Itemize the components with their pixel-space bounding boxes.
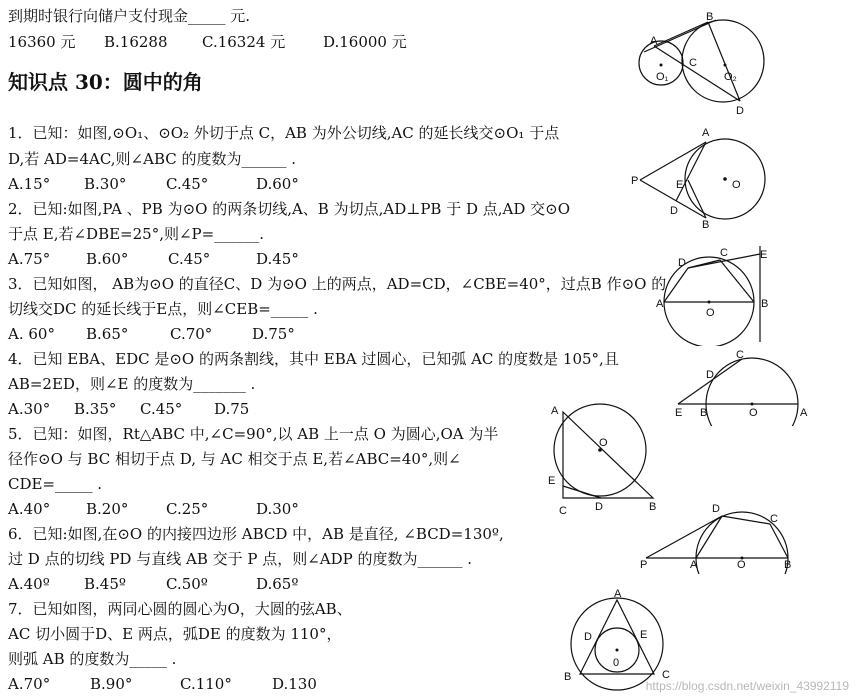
option: D.65º xyxy=(256,575,299,593)
option: C.45° xyxy=(168,250,211,268)
option: C.45° xyxy=(140,400,183,418)
label-B: B xyxy=(649,501,657,513)
figure-inscribed-quadrilateral xyxy=(636,498,798,574)
question-6-line-2: 过 D 点的切线 PD 与直线 AB 交于 P 点，则∠ADP 的度数为______ . xyxy=(8,550,473,568)
label-O: O xyxy=(737,559,746,571)
label-C: C xyxy=(720,247,728,259)
option: B.16288 xyxy=(104,33,168,51)
option: A. 60° xyxy=(8,325,55,343)
section-heading: 知识点 30：圆中的角 xyxy=(8,70,203,94)
label-D: D xyxy=(670,205,678,217)
option: B.35° xyxy=(74,400,117,418)
question-4-line-2: AB=2ED，则∠E 的度数为_______ . xyxy=(8,375,256,393)
label-B: B xyxy=(784,559,792,571)
question-1-line-2: D,若 AD=4AC,则∠ABC 的度数为______ . xyxy=(8,150,297,168)
option: B.60° xyxy=(86,250,129,268)
figure-concentric-circles xyxy=(560,586,680,692)
label-D: D xyxy=(712,503,720,515)
option: A.75° xyxy=(8,250,51,268)
question-5-line-3: CDE=_____ . xyxy=(8,475,103,493)
option: A.70° xyxy=(8,675,51,693)
question-4-line-1: 4．已知 EBA、EDC 是⊙O 的两条割线，其中 EBA 过圆心，已知弧 AC 的度数是 105°,且 xyxy=(8,350,619,368)
label-C: C xyxy=(662,669,670,681)
label-A: A xyxy=(800,407,808,419)
label-O: O xyxy=(599,437,608,449)
label-O2: O₂ xyxy=(724,71,737,83)
question-7-line-3: 则弧 AB 的度数为_____ . xyxy=(8,650,177,668)
label-A: A xyxy=(702,127,710,139)
option: C.45° xyxy=(166,175,209,193)
label-C: C xyxy=(559,505,567,517)
label-D: D xyxy=(584,631,592,643)
option: D.75° xyxy=(252,325,295,343)
question-3-line-1: 3．已知如图， AB为⊙O 的直径C、D 为⊙O 上的两点，AD=CD，∠CBE=40°，过点B 作⊙O 的 xyxy=(8,275,667,293)
option: C.110° xyxy=(180,675,232,693)
question-6-line-1: 6．已知:如图,在⊙O 的内接四边形 ABCD 中，AB 是直径, ∠BCD=130º, xyxy=(8,525,504,543)
question-1-line-1: 1．已知：如图,⊙O₁、⊙O₂ 外切于点 C，AB 为外公切线,AC 的延长线交⊙O₁ 于点 xyxy=(8,124,560,142)
label-B: B xyxy=(706,11,714,23)
label-E: E xyxy=(640,629,648,641)
label-O: O xyxy=(749,407,758,419)
option: A.40° xyxy=(8,500,51,518)
question-5-line-1: 5．已知：如图，Rt△ABC 中,∠C=90°,以 AB 上一点 O 为圆心,OA 为半 xyxy=(8,425,499,443)
label-A: A xyxy=(614,588,622,600)
label-D: D xyxy=(706,369,714,381)
label-O: 0 xyxy=(613,657,620,669)
label-O: O xyxy=(732,179,741,191)
figure-diameter-tangent xyxy=(654,242,774,346)
option: B.90° xyxy=(90,675,133,693)
figure-two-tangents xyxy=(628,124,773,232)
option: D.130 xyxy=(272,675,317,693)
option: C.70° xyxy=(170,325,213,343)
label-A: A xyxy=(690,559,698,571)
label-A: A xyxy=(650,35,658,47)
label-E: E xyxy=(760,249,768,261)
option: D.45° xyxy=(256,250,299,268)
label-D: D xyxy=(595,501,603,513)
label-P: P xyxy=(640,559,648,571)
option: D.30° xyxy=(256,500,299,518)
option: D.60° xyxy=(256,175,299,193)
label-O1: O₁ xyxy=(656,71,669,83)
label-B: B xyxy=(761,298,769,310)
label-B: B xyxy=(564,671,572,683)
option: B.30° xyxy=(84,175,127,193)
option: D.75 xyxy=(214,400,250,418)
option: A.15° xyxy=(8,175,51,193)
option: D.16000 元 xyxy=(323,33,407,51)
figure-tangent-circles xyxy=(638,8,770,118)
label-C: C xyxy=(736,349,744,361)
label-P: P xyxy=(631,175,639,187)
question-2-line-1: 2．已知:如图,PA 、PB 为⊙O 的两条切线,A、B 为切点,AD⊥PB 于 D 点,AD 交⊙O xyxy=(8,200,571,218)
label-B: B xyxy=(700,407,708,419)
label-C: C xyxy=(770,513,778,525)
option: A.30° xyxy=(8,400,51,418)
label-E: E xyxy=(676,179,684,191)
option: C.25° xyxy=(166,500,209,518)
label-B: B xyxy=(702,219,710,231)
question-5-line-2: 径作⊙O 与 BC 相切于点 D, 与 AC 相交于点 E,若∠ABC=40°,则∠ xyxy=(8,450,461,468)
intro-line: 到期时银行向储户支付现金_____ 元. xyxy=(8,7,251,25)
option: 16360 元 xyxy=(8,33,76,51)
question-7-line-2: AC 切小圆于D、E 两点，弧DE 的度数为 110°， xyxy=(8,625,342,643)
watermark: https://blog.csdn.net/weixin_43992119 xyxy=(645,679,849,693)
label-E: E xyxy=(548,475,556,487)
figure-two-secants xyxy=(672,346,812,426)
label-A: A xyxy=(551,405,559,417)
label-E: E xyxy=(675,407,683,419)
option: C.16324 元 xyxy=(202,33,286,51)
option: B.65° xyxy=(86,325,129,343)
label-O: O xyxy=(706,307,715,319)
question-7-line-1: 7．已知如图，两同心圆的圆心为O，大圆的弦AB、 xyxy=(8,600,352,618)
label-A: A xyxy=(656,298,664,310)
option: B.20° xyxy=(86,500,129,518)
label-D: D xyxy=(736,105,744,117)
label-C: C xyxy=(689,57,697,69)
question-3-line-2: 切线交DC 的延长线于E点，则∠CEB=_____ . xyxy=(8,300,318,318)
option: A.40º xyxy=(8,575,50,593)
label-D: D xyxy=(678,257,686,269)
option: B.45º xyxy=(84,575,126,593)
question-2-line-2: 于点 E,若∠DBE=25°,则∠P=______. xyxy=(8,225,264,243)
option: C.50º xyxy=(166,575,208,593)
